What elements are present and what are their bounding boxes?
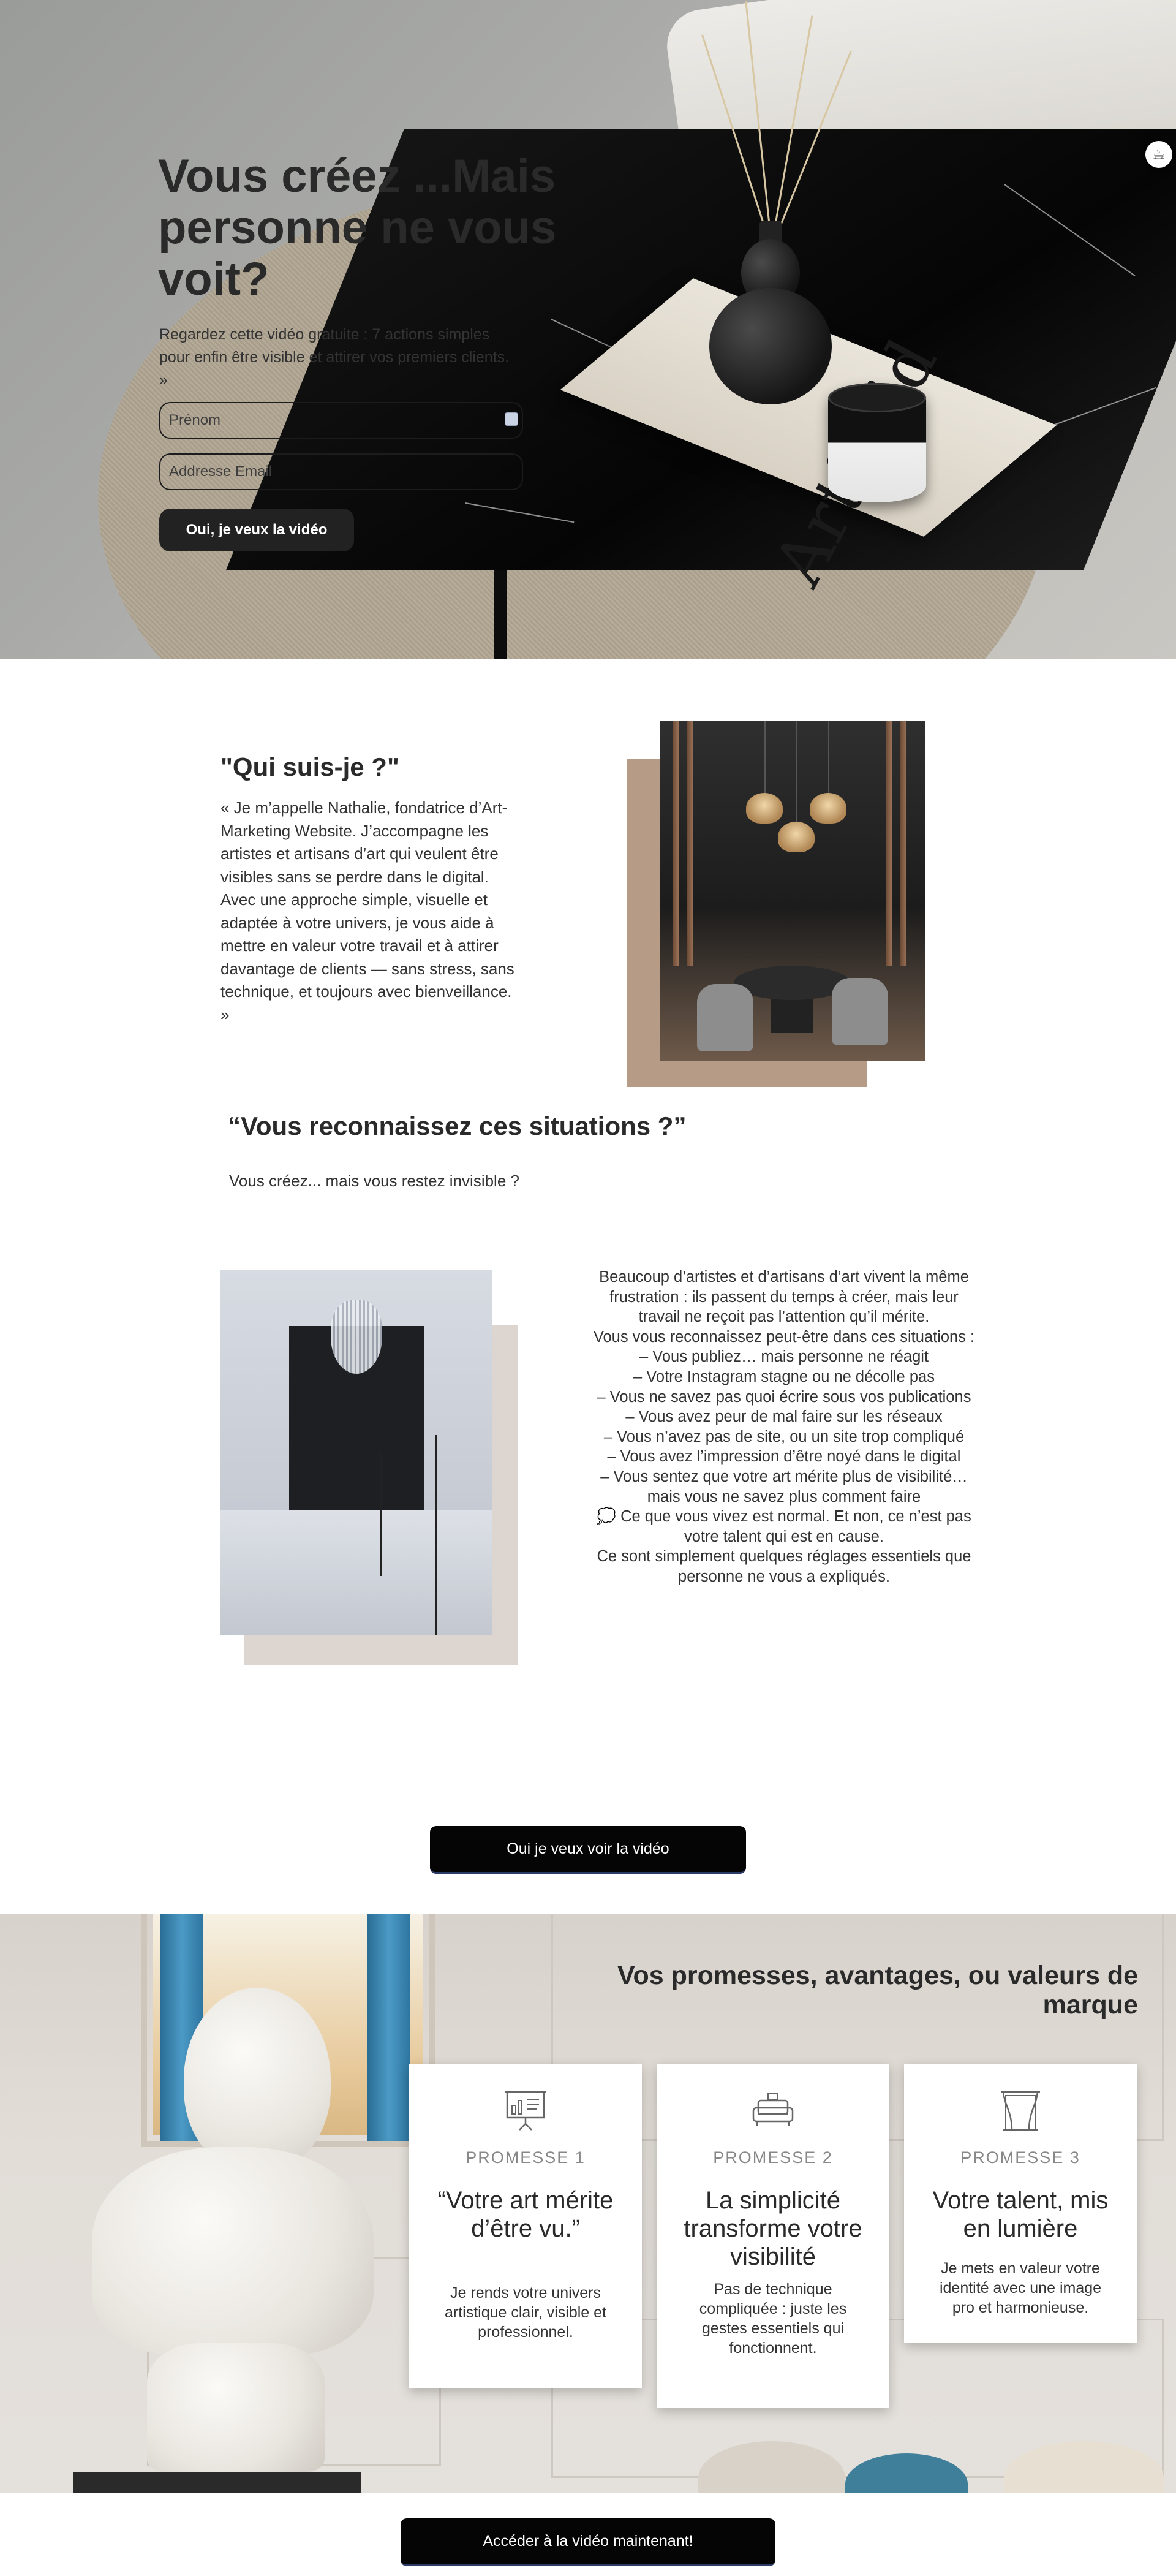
situation-line: Ce sont simplement quelques réglages essentiels que personne ne vous a expliqués. xyxy=(597,1548,971,1585)
watch-video-button[interactable]: Oui je veux voir la vidéo xyxy=(430,1826,746,1874)
chat-widget-icon[interactable]: ☕ xyxy=(1145,141,1172,168)
access-video-button[interactable]: Accéder à la vidéo maintenant! xyxy=(401,2518,775,2566)
promise-text: Je rends votre univers artistique clair, visible et professionnel. xyxy=(444,2284,606,2341)
chandelier xyxy=(331,1300,382,1374)
situations-text xyxy=(588,1267,980,1587)
wood-slat xyxy=(687,721,693,966)
curtain-window-icon xyxy=(997,2087,1044,2134)
bust-base xyxy=(147,2343,325,2472)
situation-line: – Vous avez peur de mal faire sur les réseaux xyxy=(625,1408,943,1426)
pendant-lamp xyxy=(810,793,846,824)
staircase-photo xyxy=(221,1270,492,1635)
chair xyxy=(832,978,888,1045)
about-title: "Qui suis-je ?" xyxy=(221,752,399,781)
situation-line: – Vous publiez… mais personne ne réagit xyxy=(639,1348,929,1366)
vase-body xyxy=(709,288,832,404)
bust-head xyxy=(184,1988,331,2172)
pedestal xyxy=(74,2472,361,2493)
candle-rim xyxy=(828,383,926,412)
situation-line: Beaucoup d’artistes et d’artisans d’art vivent la même frustration : ils passent du temps à créer, mais leur travail ne reçoit pas l’attention qu’il mérite. xyxy=(599,1268,969,1326)
interior-photo xyxy=(660,721,925,1061)
promise-title: La simplicité transforme votre visibilité xyxy=(684,2187,862,2270)
presentation-board-icon xyxy=(502,2087,549,2134)
pendant-lamp xyxy=(746,793,783,824)
email-input[interactable] xyxy=(159,453,523,490)
pendant-lamp xyxy=(778,822,815,852)
autofill-icon[interactable] xyxy=(505,412,518,426)
situation-line: – Vous ne savez pas quoi écrire sous vos publications xyxy=(597,1388,971,1406)
chair xyxy=(697,984,753,1051)
railing xyxy=(380,1453,382,1576)
promise-title: “Votre art mérite d’être vu.” xyxy=(437,2187,614,2242)
situations-title: “Vous reconnaissez ces situations ?” xyxy=(228,1112,687,1140)
promise-text: Pas de technique compliquée : juste les gestes essentiels qui fonctionnent. xyxy=(699,2281,847,2357)
hero-section xyxy=(0,0,1176,659)
situation-line: 💭 Ce que vous vivez est normal. Et non, ce n’est pas votre talent qui est en cause. xyxy=(597,1508,971,1545)
promise-card xyxy=(409,2064,642,2388)
hero-title: Vous créez ...Mais personne ne vous voit? xyxy=(158,150,557,305)
wood-slat xyxy=(900,721,907,966)
submit-video-button[interactable]: Oui, je veux la vidéo xyxy=(159,509,354,551)
promise-card xyxy=(904,2064,1137,2343)
about-text: « Je m’appelle Nathalie, fondatrice d’Art-Marketing Website. J’accompagne les artistes et artisans d’art qui veulent être visibles sans se perdre dans le digital. Avec une approche simple, visuelle et adaptée à votre univers, je vous aide à mettre en valeur votre travail et à attirer davantage de clients — sans stress, sans technique, et toujours avec bienveillance. » xyxy=(221,798,514,1024)
situations-subtitle: Vous créez... mais vous restez invisible ? xyxy=(229,1172,519,1190)
bust-shoulders xyxy=(92,2147,374,2355)
wood-slat xyxy=(886,721,892,966)
wood-slat xyxy=(673,721,679,966)
pendant-cord xyxy=(764,721,766,794)
stairs xyxy=(221,1510,492,1635)
promise-label: PROMESSE 1 xyxy=(466,2148,586,2167)
promises-heading: Vos promesses, avantages, ou valeurs de marque xyxy=(617,1961,1138,2020)
pendant-cord xyxy=(796,721,797,825)
situation-line: – Votre Instagram stagne ou ne décolle pas xyxy=(633,1368,935,1385)
promise-label: PROMESSE 2 xyxy=(713,2148,833,2167)
promise-title: Votre talent, mis en lumière xyxy=(932,2187,1109,2242)
situation-line: Vous vous reconnaissez peut-être dans ces situations : xyxy=(593,1328,975,1346)
situation-line: – Vous sentez que votre art mérite plus de visibilité… mais vous ne savez plus comment faire xyxy=(600,1468,968,1506)
hero-subtitle: Regardez cette vidéo gratuite : 7 actions simples pour enfin être visible et attirer vos premiers clients. » xyxy=(159,326,510,388)
pendant-cord xyxy=(828,721,829,794)
promise-label: PROMESSE 3 xyxy=(960,2148,1080,2167)
firstname-input[interactable] xyxy=(159,402,523,439)
table-leg xyxy=(494,570,507,659)
promise-card xyxy=(657,2064,889,2408)
situation-line: – Vous avez l’impression d’être noyé dans le digital xyxy=(607,1448,961,1466)
promise-text: Je mets en valeur votre identité avec une image pro et harmonieuse. xyxy=(939,2260,1102,2316)
situation-line: – Vous n’avez pas de site, ou un site trop compliqué xyxy=(603,1428,965,1445)
railing xyxy=(435,1435,437,1635)
sofa-icon xyxy=(750,2087,796,2134)
